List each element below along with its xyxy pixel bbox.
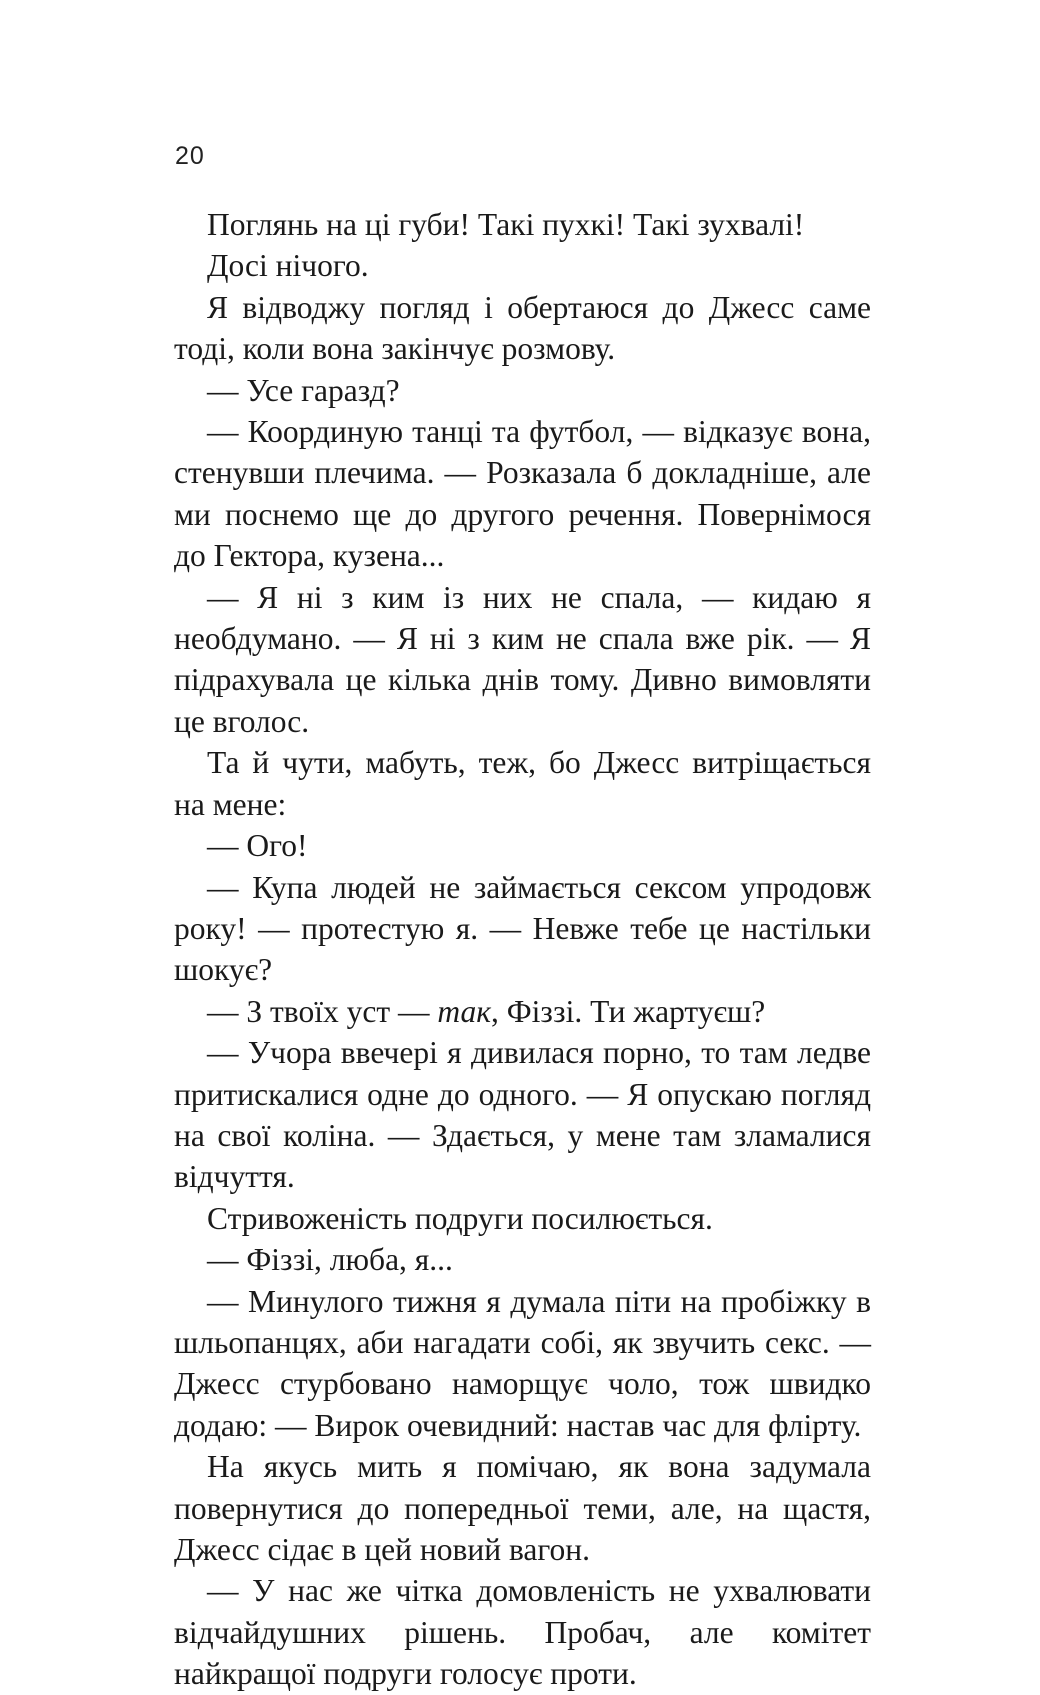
- paragraph: [174, 1570, 871, 1694]
- paragraph: [174, 867, 871, 991]
- paragraph: [174, 1198, 871, 1239]
- text-run: — Усе гаразд?: [207, 372, 400, 408]
- body-text: [174, 204, 871, 1695]
- paragraph: [174, 1446, 871, 1570]
- paragraph: [174, 991, 871, 1032]
- paragraph: [174, 411, 871, 577]
- paragraph: [174, 1032, 871, 1198]
- text-run: — Координую танці та футбол, — відказує вона, стенувши плечима. — Розказала б докладніше, але ми поснемо ще до другого речення. Повернімося до Гектора, кузена...: [174, 414, 871, 574]
- text-run: — Ого!: [207, 828, 308, 864]
- paragraph: [174, 370, 871, 411]
- page-number: 20: [175, 142, 205, 170]
- paragraph: [174, 742, 871, 825]
- text-run: Поглянь на ці губи! Такі пухкі! Такі зухвалі!: [207, 207, 805, 242]
- text-run: На якусь мить я помічаю, як вона задумала повернутися до попередньої теми, але, на щастя, Джесс сідає в цей новий вагон.: [174, 1449, 871, 1567]
- paragraph: [174, 1281, 871, 1447]
- text-run: — Минулого тижня я думала піти на пробіжку в шльопанцях, аби нагадати собі, як звучить секс. — Джесс стурбовано наморщує чоло, тож швидко додаю: — Вирок очевидний: настав час для флірту.: [174, 1283, 871, 1443]
- text-run: Я відводжу погляд і обертаюся до Джесс саме тоді, коли вона закінчує розмову.: [174, 289, 871, 367]
- text-run: — Фіззі, люба, я...: [207, 1242, 453, 1278]
- text-run: — З твоїх уст —: [207, 993, 438, 1029]
- paragraph: [174, 245, 871, 286]
- text-run: — У нас же чітка домовленість не ухвалювати відчайдушних рішень. Пробач, але комітет найкращої подруги голосує проти.: [174, 1573, 871, 1692]
- text-run: Стривоженість подруги посилюється.: [207, 1200, 713, 1236]
- text-run: , Фіззі. Ти жартуєш?: [490, 993, 766, 1029]
- emphasized-text: так: [437, 993, 491, 1029]
- paragraph: [174, 577, 871, 743]
- text-run: — Я ні з ким із них не спала, — кидаю я необдумано. — Я ні з ким не спала вже рік. — Я підрахувала це кілька днів тому. Дивно вимовляти це вголос.: [174, 579, 871, 739]
- text-run: — Учора ввечері я дивилася порно, то там ледве притискалися одне до одного. — Я опускаю погляд на свої коліна. — Здається, у мене там зламалися відчуття.: [174, 1035, 871, 1195]
- text-run: — Купа людей не займається сексом упродовж року! — протестую я. — Невже тебе це настільки шокує?: [174, 869, 871, 988]
- paragraph: [174, 204, 871, 245]
- text-run: Та й чути, мабуть, теж, бо Джесс витріщається на мене:: [174, 745, 871, 822]
- text-run: Досі нічого.: [207, 248, 369, 284]
- paragraph: [174, 1239, 871, 1280]
- paragraph: [174, 825, 871, 866]
- paragraph: [174, 287, 871, 370]
